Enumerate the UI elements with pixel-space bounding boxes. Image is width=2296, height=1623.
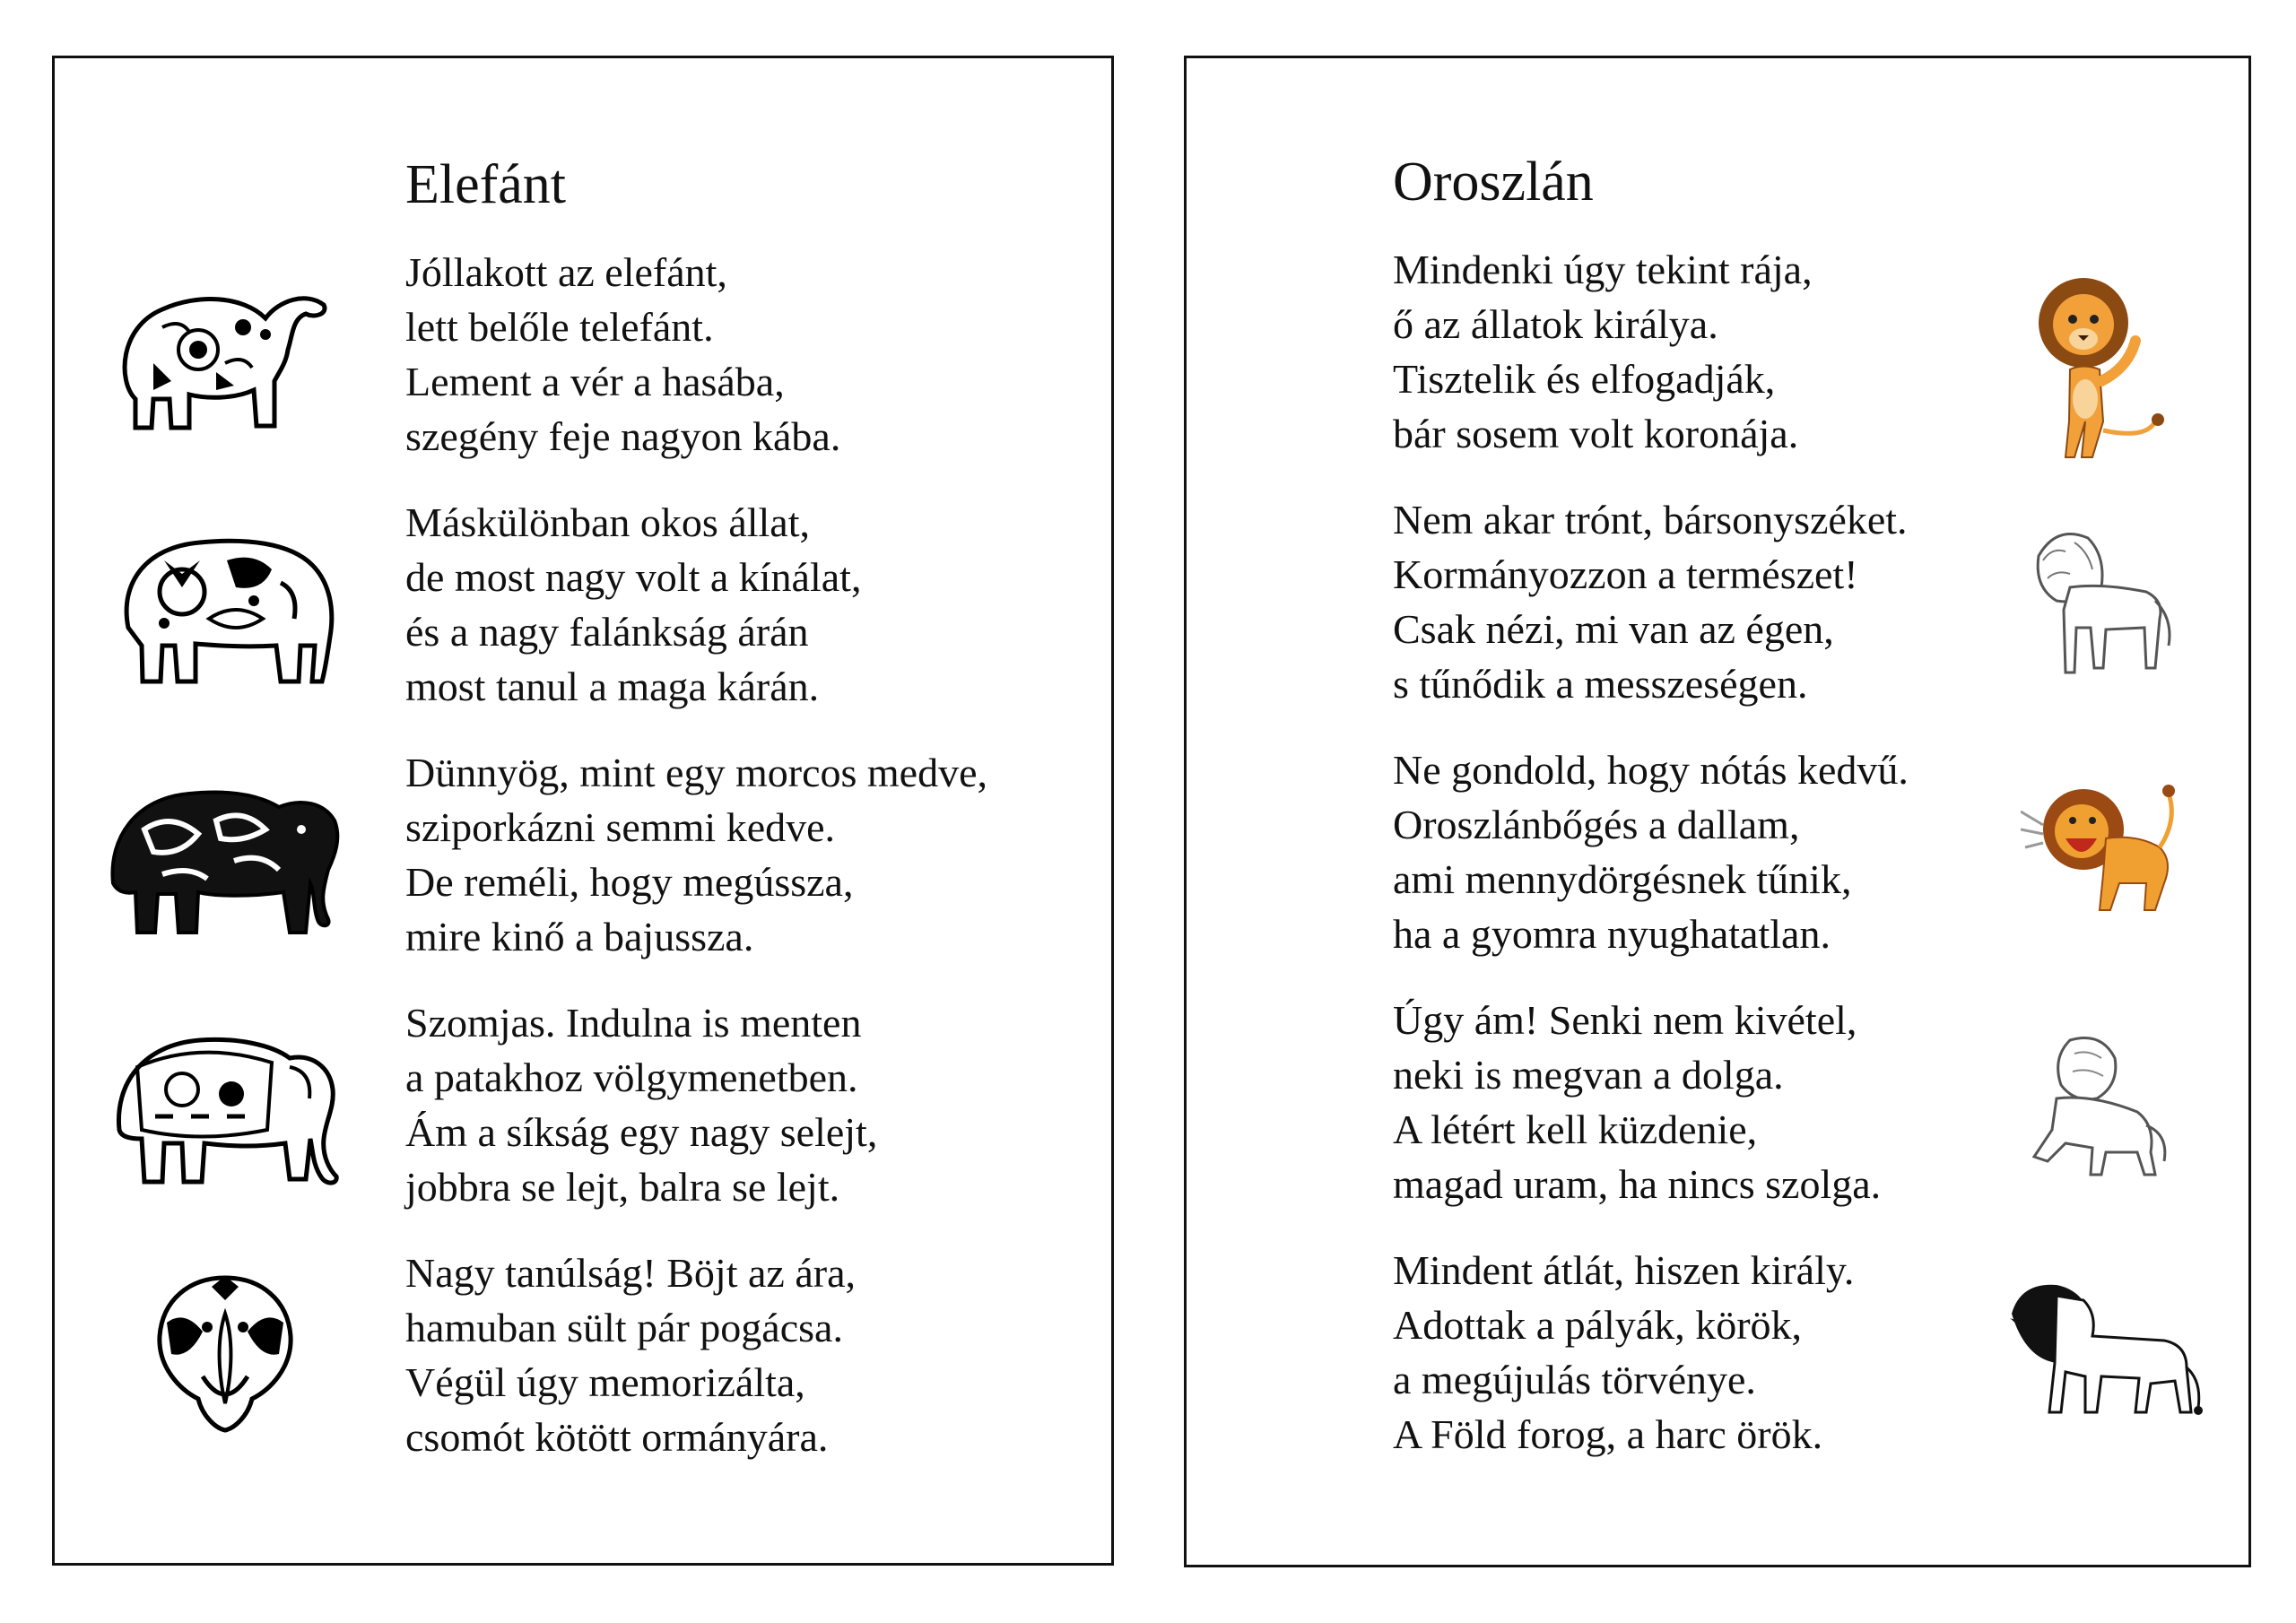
verse-line: s tűnődik a messzeségen. — [1393, 661, 1808, 707]
verse-line: ami mennydörgésnek tűnik, — [1393, 856, 1852, 902]
verse-line: A Föld forog, a harc örök. — [1393, 1411, 1823, 1457]
verse-line: Nem akar trónt, bársonyszéket. — [1393, 497, 1908, 542]
verse-line: magad uram, ha nincs szolga. — [1393, 1161, 1882, 1207]
lion-icon — [2003, 1278, 2205, 1421]
poem-title: Elefánt — [405, 154, 567, 215]
verse-line: Szomjas. Indulna is menten — [405, 1000, 862, 1046]
verse-line: Ne gondold, hogy nótás kedvű. — [1393, 747, 1909, 793]
stanza-3 — [1393, 742, 1909, 961]
elephant-icon — [110, 511, 348, 690]
verse-line: mire kinő a bajussza. — [405, 914, 754, 959]
verse-line: és a nagy falánkság árán — [405, 609, 809, 655]
verse-line: a patakhoz völgymenetben. — [405, 1055, 858, 1100]
verse-line: De reméli, hogy megússza, — [405, 859, 854, 905]
verse-line: csomót kötött ormányára. — [405, 1414, 829, 1460]
verse-line: neki is megvan a dolga. — [1393, 1052, 1784, 1098]
stanza-4 — [1393, 993, 1881, 1211]
stanza-1 — [1393, 242, 1813, 461]
verse-line: Lement a vér a hasába, — [405, 359, 785, 404]
verse-line: Máskülönban okos állat, — [405, 499, 810, 545]
verse-line: szegény feje nagyon kába. — [405, 413, 841, 459]
verse-line: most tanul a maga kárán. — [405, 664, 820, 709]
verse-line: A létért kell küzdenie, — [1393, 1107, 1758, 1152]
verse-line: Csak nézi, mi van az égen, — [1393, 606, 1834, 652]
verse-line: ő az állatok királya. — [1393, 301, 1718, 347]
lion-icon — [2021, 1027, 2173, 1184]
verse-line: ha a gyomra nyughatatlan. — [1393, 911, 1831, 957]
verse-line: Adottak a pályák, körök, — [1393, 1302, 1803, 1348]
verse-line: bár sosem volt koronája. — [1393, 411, 1799, 456]
elephant-icon — [100, 758, 346, 942]
lion-icon — [2021, 520, 2178, 681]
lion-icon — [2030, 269, 2173, 466]
verse-line: Mindent átlát, hiszen király. — [1393, 1247, 1855, 1293]
verse-line: Dünnyög, mint egy morcos medve, — [405, 750, 988, 795]
stanza-5 — [1393, 1243, 1854, 1462]
stanza-1 — [405, 245, 840, 464]
verse-line: Tisztelik és elfogadják, — [1393, 356, 1776, 402]
stanza-4 — [405, 995, 877, 1214]
verse-line: Kormányozzon a természet! — [1393, 551, 1858, 597]
verse-line: Ám a síkság egy nagy selejt, — [405, 1109, 878, 1155]
poem-page-oroszlan — [1184, 56, 2251, 1567]
verse-line: Jóllakott az elefánt, — [405, 249, 727, 295]
verse-line: de most nagy volt a kínálat, — [405, 554, 862, 600]
verse-line: Végül úgy memorizálta, — [405, 1359, 805, 1405]
elephant-icon — [101, 1004, 348, 1193]
verse-line: Nagy tanúlság! Böjt az ára, — [405, 1250, 856, 1296]
verse-line: lett belőle telefánt. — [405, 304, 714, 350]
poem-title: Oroszlán — [1393, 152, 1594, 213]
stanza-2 — [1393, 492, 1908, 711]
stanza-2 — [405, 495, 861, 714]
verse-line: Oroszlánbőgés a dallam, — [1393, 802, 1800, 847]
verse-line: jobbra se lejt, balra se lejt. — [405, 1164, 840, 1210]
elephant-icon — [149, 1269, 301, 1435]
stanza-3 — [405, 745, 987, 964]
verse-line: hamuban sült pár pogácsa. — [405, 1305, 843, 1350]
poem-page-elefant — [52, 56, 1114, 1566]
verse-line: a megújulás törvénye. — [1393, 1357, 1756, 1402]
stanza-5 — [405, 1245, 856, 1464]
verse-line: Úgy ám! Senki nem kivétel, — [1393, 997, 1857, 1043]
verse-line: sziporkázni semmi kedve. — [405, 804, 836, 850]
elephant-icon — [100, 265, 337, 444]
lion-icon — [2021, 776, 2191, 919]
verse-line: Mindenki úgy tekint rája, — [1393, 247, 1813, 292]
